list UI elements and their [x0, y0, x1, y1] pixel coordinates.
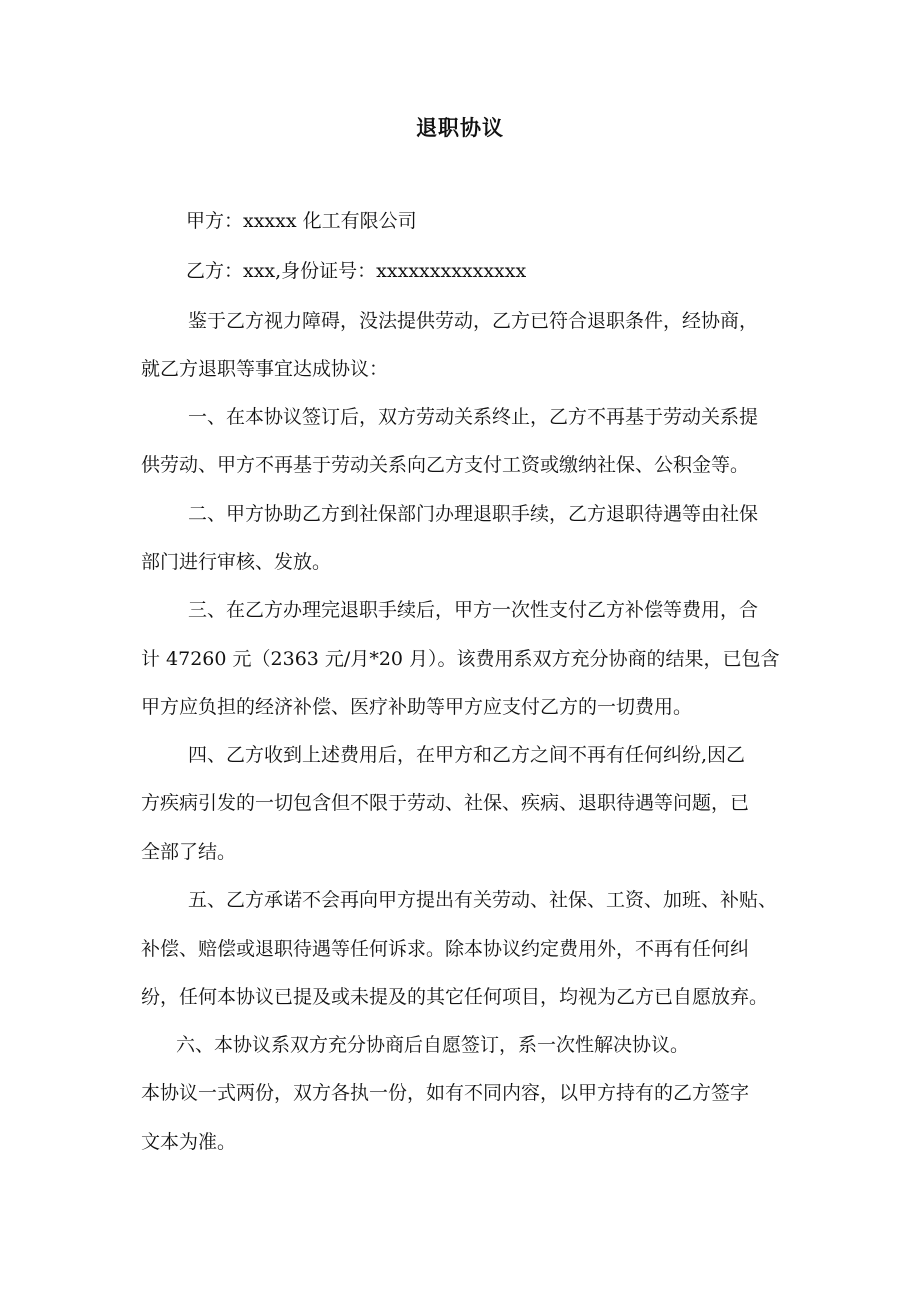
- preamble-line-1: 鉴于乙方视力障碍，没法提供劳动，乙方已符合退职条件，经协商，: [188, 310, 759, 332]
- clause-3-line-3: 甲方应负担的经济补偿、医疗补助等甲方应支付乙方的一切费用。: [141, 696, 693, 718]
- clause-6-line: 六、本协议系双方充分协商后自愿签订，系一次性解决协议。: [176, 1034, 690, 1056]
- clause-2-line-1: 二、甲方协助乙方到社保部门办理退职手续，乙方退职待遇等由社保: [188, 503, 759, 525]
- clause-5-line-2: 补偿、赔偿或退职待遇等任何诉求。除本协议约定费用外，不再有任何纠: [141, 938, 750, 960]
- clause-5-line-1: 五、乙方承诺不会再向甲方提出有关劳动、社保、工资、加班、补贴、: [188, 889, 778, 911]
- document-title: 退职协议: [416, 116, 504, 140]
- clause-3-line-2: 计 47260 元（2363 元/月*20 月）。该费用系双方充分协商的结果，已包含: [141, 648, 780, 670]
- clause-3-line-1: 三、在乙方办理完退职手续后，甲方一次性支付乙方补偿等费用，合: [188, 599, 759, 621]
- clause-4-line-2: 方疾病引发的一切包含但不限于劳动、社保、疾病、退职待遇等问题，已: [141, 792, 750, 814]
- clause-1-line-1: 一、在本协议签订后，双方劳动关系终止，乙方不再基于劳动关系提: [188, 406, 759, 428]
- clause-4-line-3: 全部了结。: [141, 841, 237, 863]
- clause-1-line-2: 供劳动、甲方不再基于劳动关系向乙方支付工资或缴纳社保、公积金等。: [141, 454, 750, 476]
- party-a-line: 甲方：xxxxx 化工有限公司: [186, 210, 417, 232]
- closing-line-2: 文本为准。: [141, 1131, 237, 1153]
- closing-line-1: 本协议一式两份，双方各执一份，如有不同内容，以甲方持有的乙方签字: [141, 1082, 750, 1104]
- party-b-line: 乙方：xxx,身份证号：xxxxxxxxxxxxxx: [186, 260, 527, 282]
- clause-5-line-3: 纷，任何本协议已提及或未提及的其它任何项目，均视为乙方已自愿放弃。: [141, 986, 769, 1008]
- clause-2-line-2: 部门进行审核、发放。: [141, 551, 332, 573]
- preamble-line-2: 就乙方退职等事宜达成协议：: [141, 358, 389, 380]
- clause-4-line-1: 四、乙方收到上述费用后，在甲方和乙方之间不再有任何纠纷,因乙: [188, 744, 746, 766]
